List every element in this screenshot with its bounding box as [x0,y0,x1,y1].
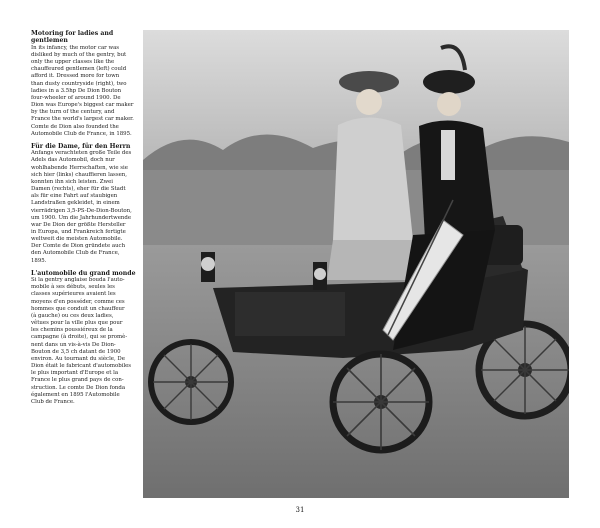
front-left-wheel [151,342,231,422]
caption-english [31,30,136,138]
caption-column [31,30,136,411]
caption-body: In its infancy, the motor car was disliked by much of the gentry, but only the upper classes like the chauffeured gentlemen (left) could afford it. Dressed more for town than dusty countryside (right), two ladies in a 3.5hp De Dion Bouton four-wheeler of around 1900. De Dion was Europe's biggest car maker by the turn of the century, and France the world's largest car maker. Comte de Dion also founded the Automobile Club de France, in 1895. [31,44,134,137]
caption-heading: Motoring for ladies and gentlemen [31,30,114,45]
caption-french [31,270,136,406]
page-number: 31 [295,506,305,514]
front-right-wheel [333,354,429,450]
vintage-car-photograph [143,30,569,498]
photo-illustration [143,30,569,498]
caption-heading: Für die Dame, für den Herrn [31,142,131,150]
caption-body: Anfangs verachteten große Teile des Adels das Automobil, doch nur wohlhabende Herrschaften, wie sie sich hier (links) chauffieren lassen, konnten ihn sich leisten. Zwei Damen (rechts), eher für die Stadt als für eine Fahrt auf staubigen Landstraßen gekleidet, in einem vierrädrigen 3,5-PS-De-Dion-Bouton, um 1900. Um die Jahrhundertwende war De Dion der größte Hersteller in Europa, und Frankreich fertigte weltweit die meisten Automobile. Der Comte de Dion gründete auch den Automobile Club de France, 1895. [31,150,132,264]
caption-heading: L'automobile du grand monde [31,269,136,277]
caption-german [31,143,136,265]
caption-body: Si la gentry anglaise bouda l'auto- mobile à ses débuts, seules les classes supérieures avaient les moyens d'en posséder, comme ces hommes que conduit un chauffeur (à gauche) ou ces deux ladies, vêtues pour la ville plus que pour les chemins poussiéreux de la campagne (à droite), qui se promè- nent dans un vis-à-vis De Dion- Bouton de 3,5 ch datant de 1900 environ. Au tournant du siècle, De Dion était le fabricant d'automobiles le plus important d'Europe et la France le plus grand pays de con- struction. Le comte De Dion fonda également en 1895 l'Automobile Club de France. [31,277,132,405]
